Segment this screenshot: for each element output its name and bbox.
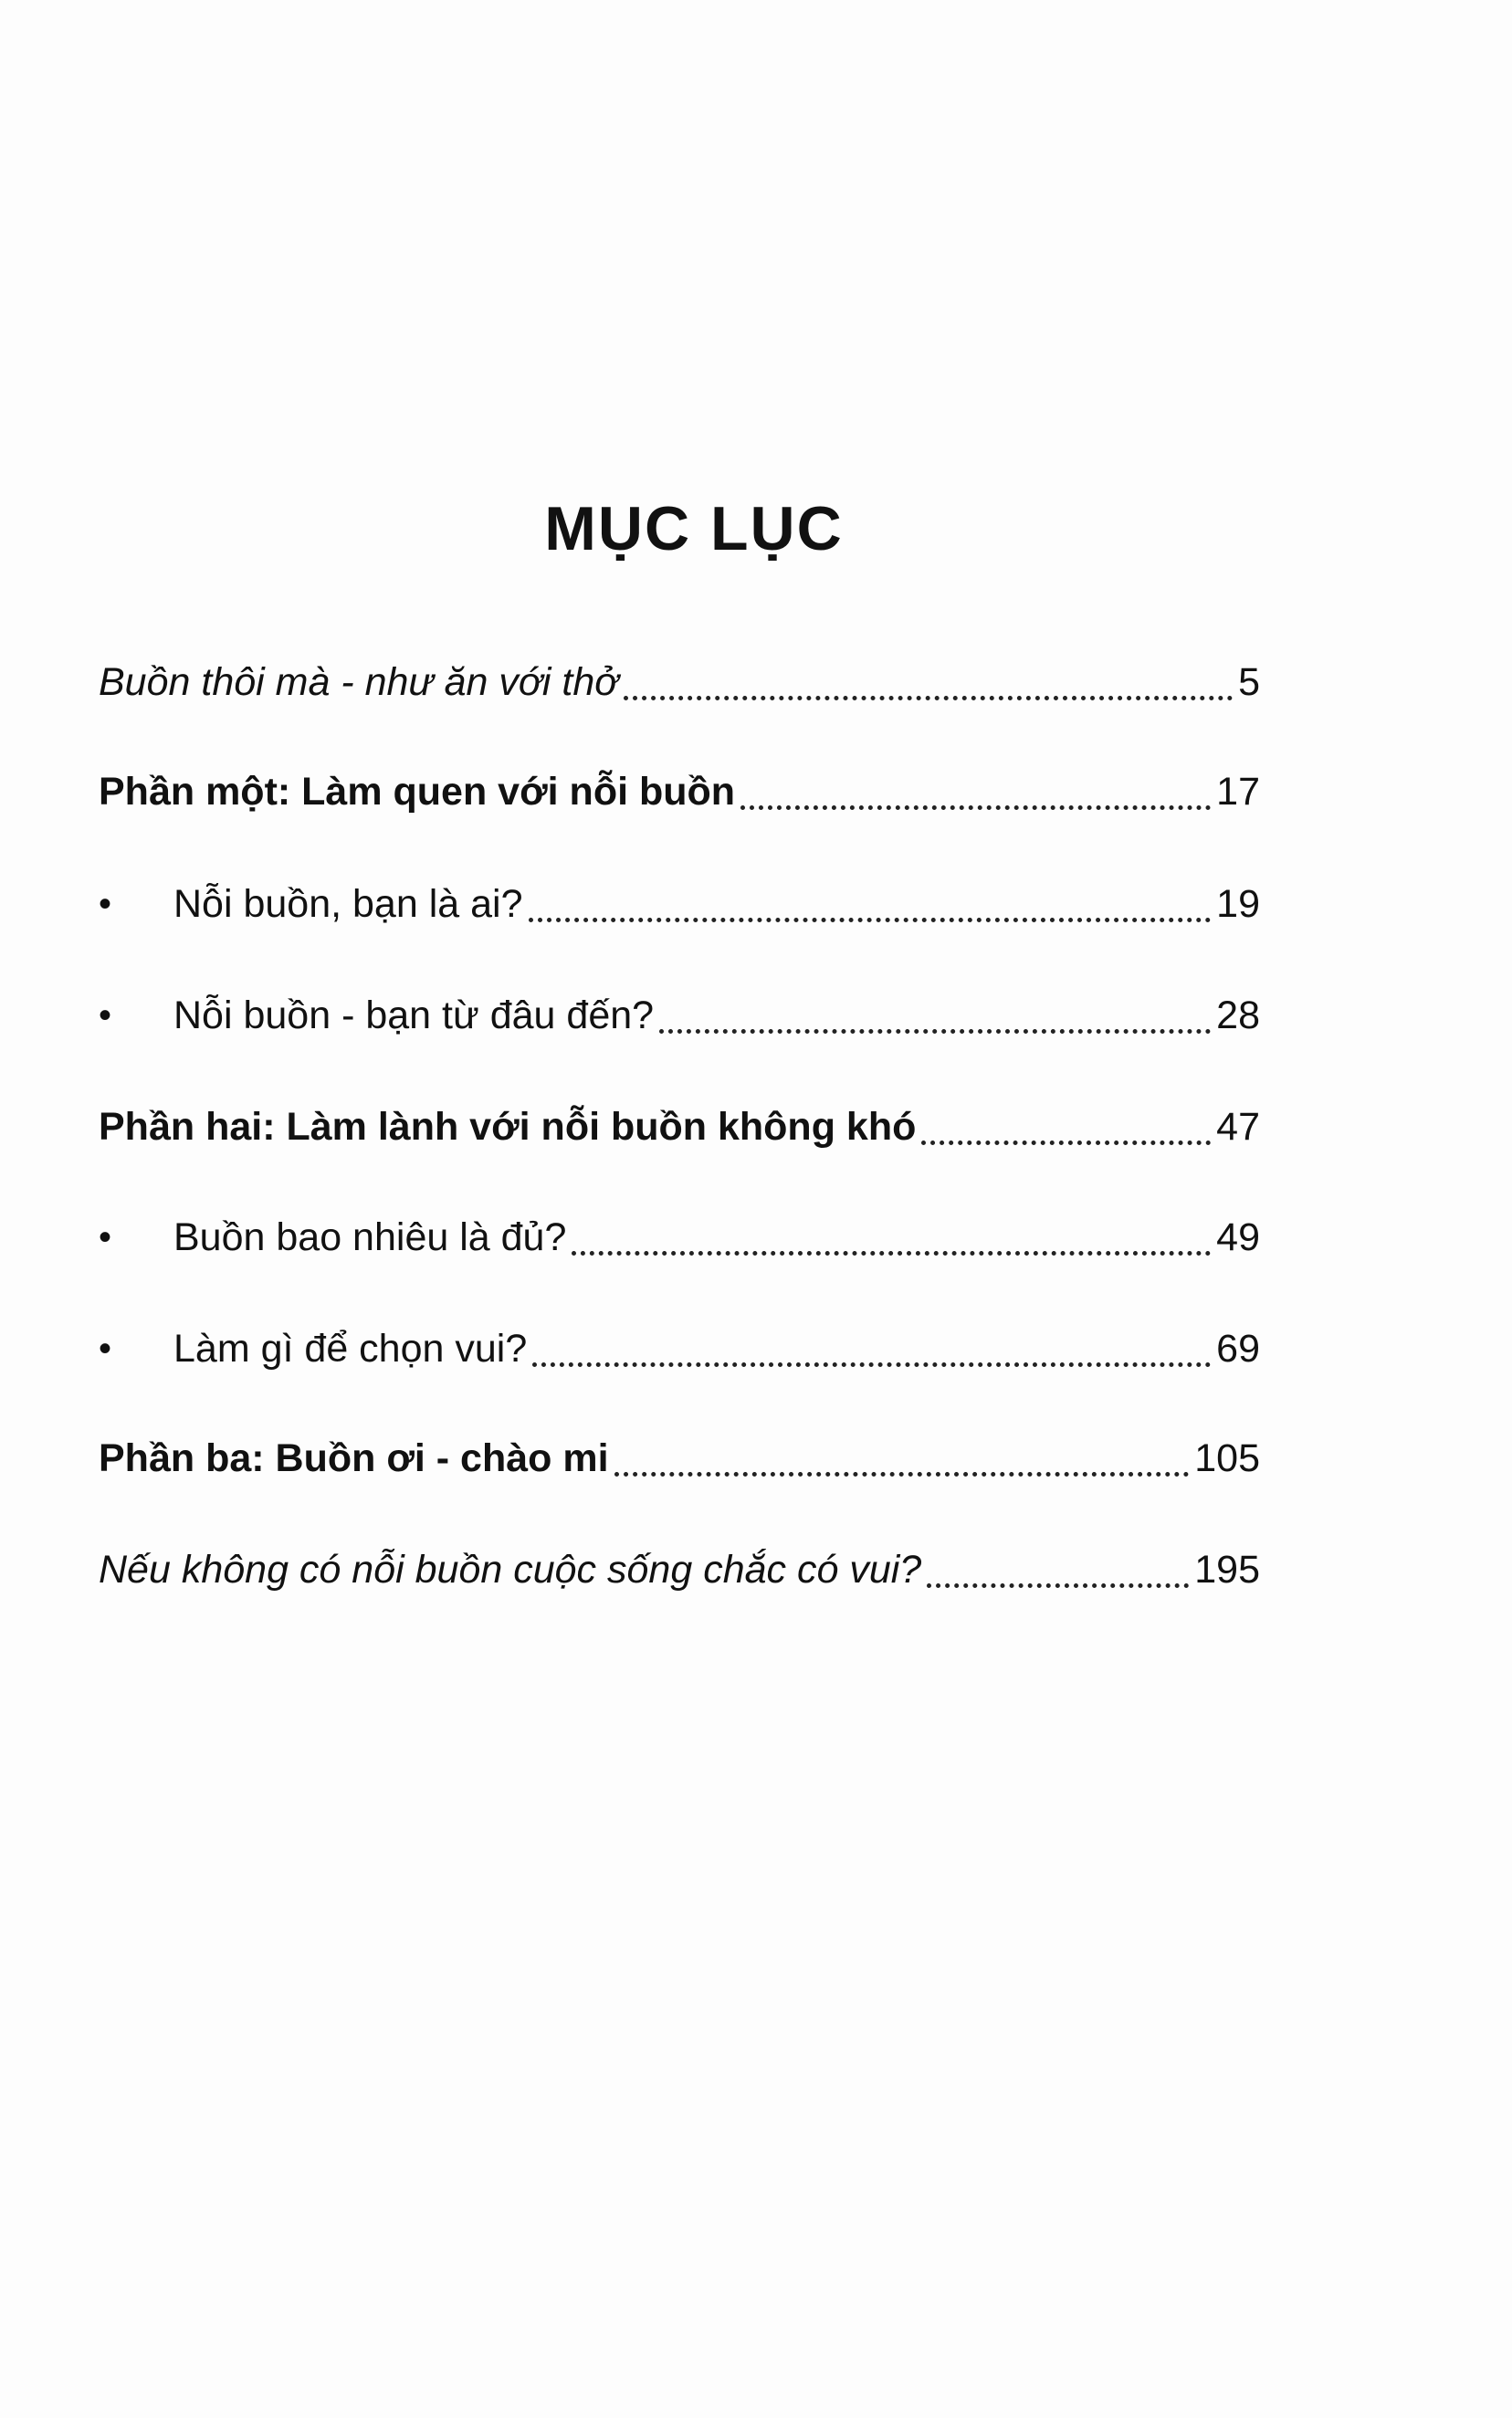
toc-entry-title: Buồn bao nhiêu là đủ? bbox=[173, 1215, 567, 1259]
toc-entry-title: Phần hai: Làm lành với nỗi buồn không khó bbox=[99, 1105, 917, 1149]
toc-entry[interactable] bbox=[99, 762, 1260, 821]
dot-leader bbox=[921, 1098, 1211, 1156]
toc-entry[interactable] bbox=[99, 1098, 1260, 1156]
dot-leader bbox=[572, 1208, 1211, 1267]
toc-page-number: 17 bbox=[1216, 770, 1260, 814]
bullet-icon: • bbox=[99, 884, 112, 924]
toc-entry[interactable] bbox=[99, 653, 1260, 711]
toc-page-number: 49 bbox=[1216, 1215, 1260, 1259]
toc-page-number: 195 bbox=[1194, 1548, 1260, 1592]
toc-entry[interactable] bbox=[99, 1208, 1260, 1267]
bullet-icon: • bbox=[99, 995, 112, 1036]
toc-entry[interactable] bbox=[99, 1319, 1260, 1378]
toc-page-number: 28 bbox=[1216, 993, 1260, 1037]
toc-entry-title: Phần một: Làm quen với nỗi buồn bbox=[99, 770, 736, 814]
toc-entry-title: Buồn thôi mà - như ăn với thở bbox=[99, 660, 619, 704]
toc-entry-title: Nỗi buồn, bạn là ai? bbox=[173, 882, 523, 926]
dot-leader bbox=[532, 1319, 1211, 1378]
toc-entry-title: Nỗi buồn - bạn từ đâu đến? bbox=[173, 993, 655, 1037]
dot-leader bbox=[529, 875, 1212, 933]
dot-leader bbox=[624, 653, 1233, 711]
toc-page-number: 47 bbox=[1216, 1105, 1260, 1149]
toc-entry[interactable] bbox=[99, 986, 1260, 1045]
toc-entry-title: Nếu không có nỗi buồn cuộc sống chắc có vui? bbox=[99, 1548, 922, 1592]
toc-entry-title: Làm gì để chọn vui? bbox=[173, 1327, 528, 1371]
page-title: MỤC LỤC bbox=[544, 494, 844, 563]
toc-entry[interactable] bbox=[99, 1429, 1260, 1488]
toc-page-number: 19 bbox=[1216, 882, 1260, 926]
dot-leader bbox=[614, 1429, 1190, 1488]
toc-page-number: 69 bbox=[1216, 1327, 1260, 1371]
dot-leader bbox=[740, 762, 1211, 821]
toc-page-number: 105 bbox=[1194, 1436, 1260, 1480]
dot-leader bbox=[659, 986, 1211, 1045]
toc-entry-title: Phần ba: Buồn ơi - chào mi bbox=[99, 1436, 609, 1480]
dot-leader bbox=[927, 1540, 1189, 1599]
toc-entry[interactable] bbox=[99, 875, 1260, 933]
toc-entry[interactable] bbox=[99, 1540, 1260, 1599]
bullet-icon: • bbox=[99, 1329, 112, 1369]
bullet-icon: • bbox=[99, 1217, 112, 1257]
toc-page-number: 5 bbox=[1238, 660, 1260, 704]
